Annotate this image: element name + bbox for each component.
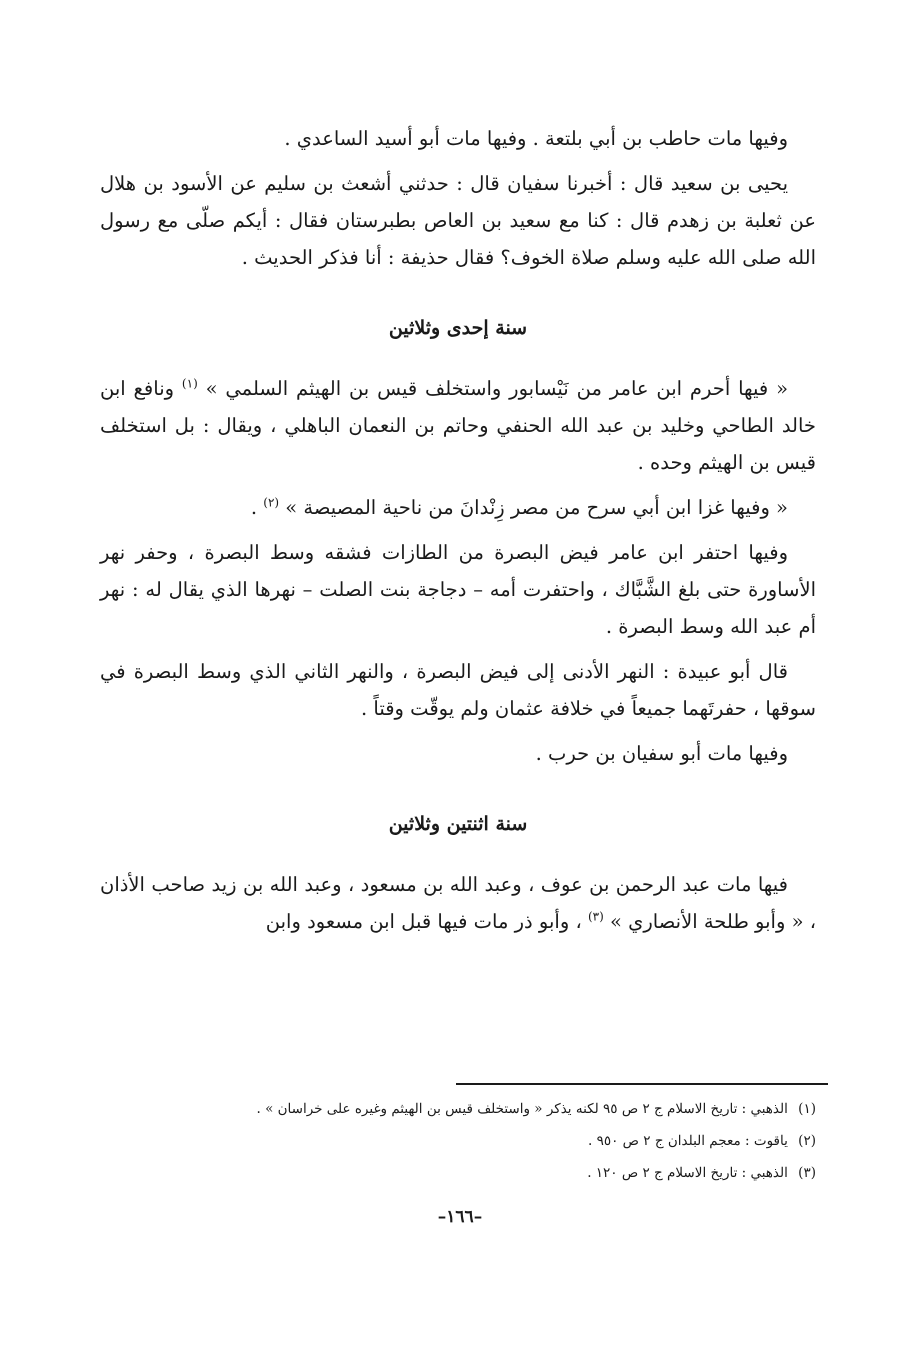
footnote-ref-1[interactable]: (١) <box>181 376 198 391</box>
intro-text-2: يحيى بن سعيد قال : أخبرنا سفيان قال : حدثني أشعث بن سليم عن الأسود بن هلال عن ثعلبة بن زهدم قال : كنا مع سعيد بن العاص بطبرستان فقال : أيكم صلّى مع رسول الله صلى الله عليه وسلم صلاة الخوف؟ فقال حذيفة : أنا فذكر الحديث . <box>100 172 816 269</box>
footnotes <box>100 1096 816 1192</box>
section1-text-4: قال أبو عبيدة : النهر الأدنى إلى فيض البصرة ، والنهر الثاني الذي وسط البصرة في سوقها ، حفرتَهما جميعاً في خلافة عثمان ولم يوقّت وقتاً . <box>100 660 816 720</box>
intro-paragraph-2 <box>100 165 816 276</box>
section1-text-1-cont: ونافع ابن خالد الطاحي وخليد بن عبد الله الحنفي وحاتم بن النعمان الباهلي ، ويقال : بل استخلف قيس بن الهيثم وحده . <box>100 377 816 474</box>
section2-text-1: فيها مات عبد الرحمن بن عوف ، وعبد الله بن مسعود ، وعبد الله بن زيد صاحب الأذان ، « وأبو طلحة الأنصاري » <box>100 873 816 933</box>
footnote-1 <box>100 1096 816 1122</box>
section-heading-31: سنة إحدى وثلاثين <box>388 317 528 339</box>
footnote-text: الذهبي : تاريخ الاسلام ج ٢ ص ٩٥ لكنه يذكر « واستخلف قيس بن الهيثم وغيره على خراسان » . <box>256 1101 788 1117</box>
intro-text-1: وفيها مات حاطب بن أبي بلتعة . وفيها مات أبو أسيد الساعدي . <box>284 127 788 150</box>
section-heading-32: سنة اثنتين وثلاثين <box>388 813 528 835</box>
intro-paragraph-1 <box>100 120 816 157</box>
footnote-number: (٢) <box>798 1133 816 1149</box>
section1-paragraph-2 <box>100 489 816 526</box>
section1-paragraph-5 <box>100 735 816 772</box>
section1-paragraph-1 <box>100 370 816 481</box>
footnote-number: (١) <box>798 1101 816 1117</box>
section1-text-1: « فيها أحرم ابن عامر من نَيْسابور واستخلف قيس بن الهيثم السلمي » <box>205 377 789 400</box>
footnote-divider <box>456 1083 828 1085</box>
footnote-2 <box>100 1128 816 1154</box>
section1-paragraph-4 <box>100 653 816 727</box>
footnote-text: ياقوت : معجم البلدان ج ٢ ص ٩٥٠ . <box>588 1133 788 1149</box>
page-body <box>100 120 816 948</box>
section2-text-1-cont: ، وأبو ذر مات فيها قبل ابن مسعود وابن <box>265 910 582 933</box>
footnote-text: الذهبي : تاريخ الاسلام ج ٢ ص ١٢٠ . <box>587 1165 788 1181</box>
footnote-ref-2[interactable]: (٢) <box>263 495 280 510</box>
page-number: –١٦٦– <box>437 1207 483 1227</box>
footnote-number: (٣) <box>798 1165 816 1181</box>
section1-text-3: وفيها احتفر ابن عامر فيض البصرة من الطازات فشقه وسط البصرة ، وحفر نهر الأساورة حتى بلغ الشَّبَّاك ، واحتفرت أمه – دجاجة بنت الصلت – نهرها الذي يقال له : نهر أم عبد الله وسط البصرة . <box>100 541 816 638</box>
section1-text-2: « وفيها غزا ابن أبي سرح من مصر زِنْدانَ من ناحية المصيصة » <box>285 496 788 519</box>
section2-paragraph-1 <box>100 866 816 940</box>
section1-text-2-end: . <box>250 496 258 519</box>
section1-text-5: وفيها مات أبو سفيان بن حرب . <box>535 742 788 765</box>
footnote-3 <box>100 1160 816 1186</box>
section1-paragraph-3 <box>100 534 816 645</box>
footnote-ref-3[interactable]: (٣) <box>587 909 604 924</box>
